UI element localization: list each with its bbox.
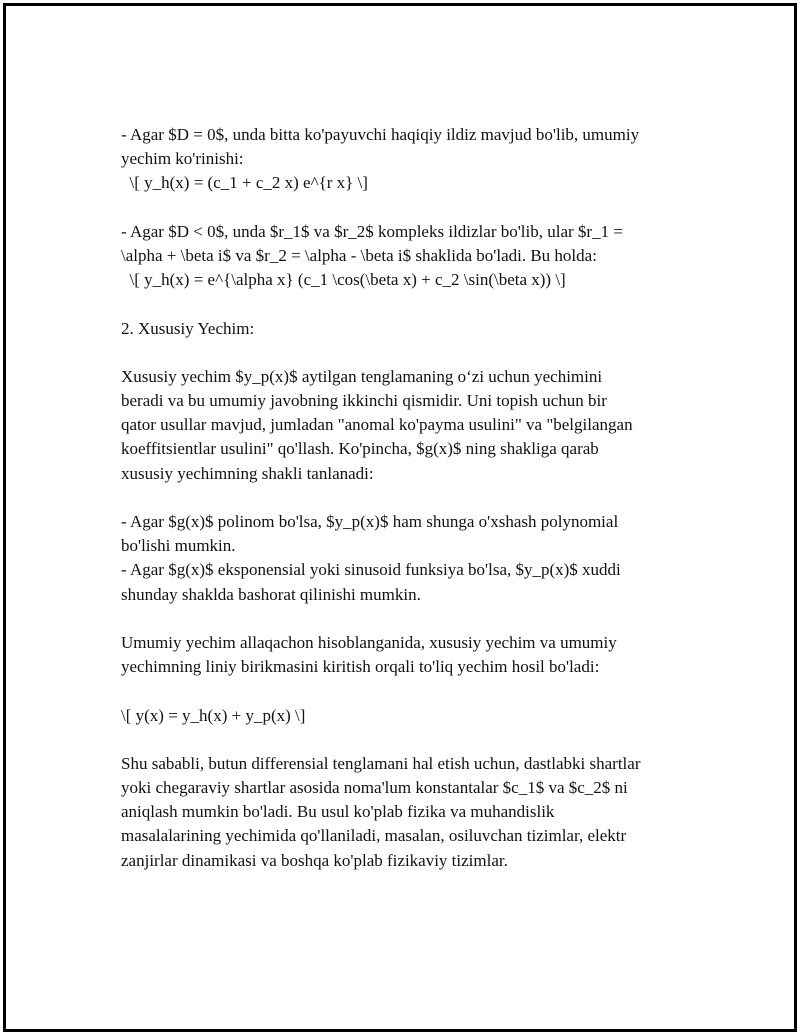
text-line: - Agar $g(x)$ polinom bo'lsa, $y_p(x)$ ham shunga o'xshash polynomial xyxy=(121,512,619,531)
text-line: \[ y(x) = y_h(x) + y_p(x) \] xyxy=(121,705,306,725)
text-line: yoki chegaraviy shartlar asosida noma'lum konstantalar $c_1$ va $c_2$ ni xyxy=(121,778,628,798)
text-line: Umumiy yechim allaqachon hisoblanganida, xususiy yechim va umumiy xyxy=(121,632,617,652)
blank-line xyxy=(121,341,701,365)
text-line: Xususiy yechim $y_p(x)$ aytilgan tenglamaning o‘zi uchun yechimini xyxy=(121,366,603,386)
text-line: masalalarining yechimida qo'llaniladi, masalan, osiluvchan tizimlar, elektr xyxy=(121,826,627,846)
text-line: 2. Xususiy Yechim: xyxy=(121,318,255,338)
text-line: bo'lishi mumkin. xyxy=(121,536,236,556)
text-line: Shu sababli, butun differensial tenglamani hal etish uchun, dastlabki shartlar xyxy=(121,753,641,773)
text-line: \[ y_h(x) = e^{\alpha x} (c_1 \cos(\beta x) + c_2 \sin(\beta x)) \] xyxy=(121,270,566,290)
text-line: xususiy yechimning shakli tanlanadi: xyxy=(121,463,374,483)
text-line: shunday shaklda bashorat qilinishi mumkin. xyxy=(121,584,421,604)
text-line: yechimning liniy birikmasini kiritish orqali to'liq yechim hosil bo'ladi: xyxy=(121,657,600,677)
page-frame xyxy=(3,3,797,1032)
text-line: - Agar $D < 0$, unda $r_1$ va $r_2$ kompleks ildizlar bo'lib, ular $r_1 = xyxy=(121,221,623,241)
text-line: yechim ko'rinishi: xyxy=(121,149,244,169)
document-body xyxy=(121,123,701,873)
blank-line xyxy=(121,486,701,510)
blank-line xyxy=(121,607,701,631)
blank-line xyxy=(121,728,701,752)
text-line: \[ y_h(x) = (c_1 + c_2 x) e^{r x} \] xyxy=(121,173,368,193)
text-line: - Agar $g(x)$ eksponensial yoki sinusoid funksiya bo'lsa, $y_p(x)$ xuddi xyxy=(121,560,621,580)
blank-line xyxy=(121,292,701,316)
text-line: qator usullar mavjud, jumladan "anomal ko'payma usulini" va "belgilangan xyxy=(121,415,633,435)
text-line: koeffitsientlar usulini" qo'llash. Ko'pincha, $g(x)$ ning shakliga qarab xyxy=(121,439,599,459)
blank-line xyxy=(121,196,701,220)
text-line: - Agar $D = 0$, unda bitta ko'payuvchi haqiqiy ildiz mavjud bo'lib, umumiy xyxy=(121,125,640,144)
text-line: beradi va bu umumiy javobning ikkinchi qismidir. Uni topish uchun bir xyxy=(121,391,607,411)
blank-line xyxy=(121,679,701,703)
text-line: zanjirlar dinamikasi va boshqa ko'plab fizikaviy tizimlar. xyxy=(121,850,508,870)
text-line: aniqlash mumkin bo'ladi. Bu usul ko'plab fizika va muhandislik xyxy=(121,802,555,822)
text-line: \alpha + \beta i$ va $r_2 = \alpha - \beta i$ shaklida bo'ladi. Bu holda: xyxy=(121,245,597,265)
